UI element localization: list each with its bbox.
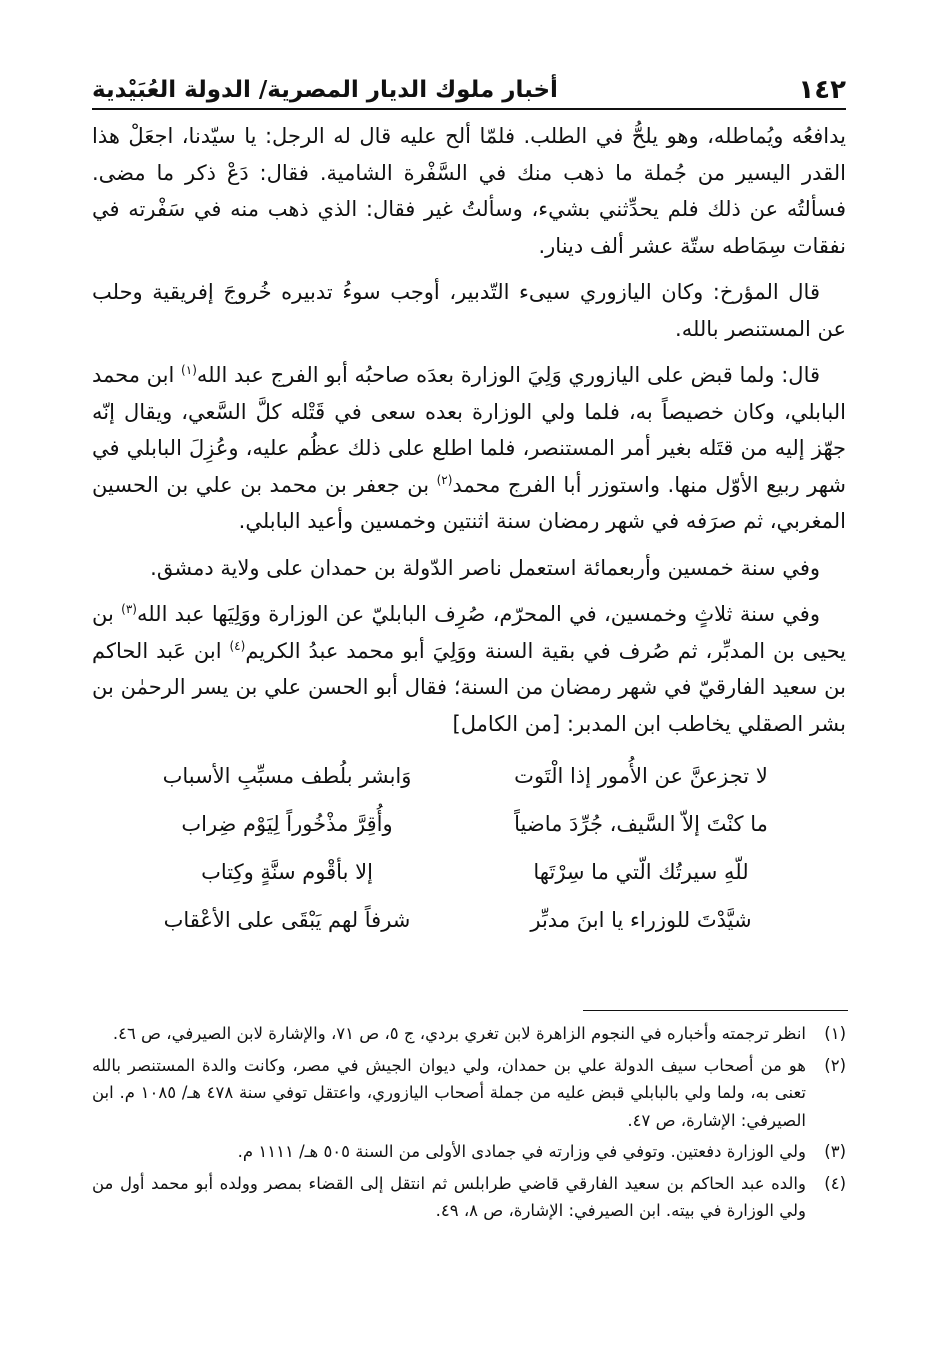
verse-second-half: وأُقِرَّ مذْخُوراً لِيَوْم ضِراب — [181, 811, 393, 836]
paragraph: قال المؤرخ: وكان اليازوري سيىء التّدبير، أوجب سوءُ تدبيره خُروجَ إفريقية وحلب عن المستنصر بالله. — [92, 280, 846, 341]
paragraph-text: بن جعفر بن محمد بن علي بن الحسين المغربي، ثم صرَفه في شهر رمضان سنة اثنتين وخمسين وأعيد البابلي. — [92, 472, 846, 533]
page-number: ١٤٢ — [798, 75, 846, 105]
footnote-text: والده عبد الحاكم بن سعيد الفارقي قاضي طرابلس ثم انتقل إلى القضاء بمصر وولده أبو محمد أول من ولي الوزارة في بيته. ابن الصيرفي: الإشارة، ص ٨، ٤٩. — [92, 1173, 806, 1220]
verse-first-half: للّهِ سيرتُك الّتي ما سِرْتَها — [533, 859, 749, 884]
footnote — [92, 1052, 846, 1135]
poem-verse — [92, 848, 846, 896]
page-header — [92, 64, 846, 110]
footnotes — [92, 1020, 846, 1229]
footnote — [92, 1138, 846, 1166]
footnote-number: (٣) — [824, 1142, 846, 1161]
verse-first-half: ما كنْتَ إلاّ السَّيف، جُرِّدَ ماضياً — [514, 811, 768, 836]
footnote-number: (١) — [824, 1024, 846, 1043]
main-text — [92, 118, 846, 944]
running-title: أخبار ملوك الديار المصرية/ الدولة العُبَيْدية — [92, 77, 558, 103]
paragraph — [92, 596, 846, 742]
paragraph-text: بن يحيى بن المدبِّر، ثم صُرف في بقية السنة ووَلِيَ أبو محمد عبدُ الكريم — [92, 602, 847, 663]
poem-verse — [92, 896, 846, 944]
verse-first-half: لا تجزعنَّ عن الأُمور إذا الْتَوت — [514, 763, 768, 788]
footnote-ref[interactable]: (٢) — [436, 472, 453, 487]
verse-second-half: وَابشر بلُطف مسبِّبِ الأسباب — [162, 763, 412, 788]
footnote — [92, 1170, 846, 1225]
poem-verse — [92, 800, 846, 848]
paragraph: وفي سنة خمسين وأربعمائة استعمل ناصر الدّولة بن حمدان على ولاية دمشق. — [150, 555, 820, 580]
paragraph-text: ابن محمد البابلي، وكان خصيصاً به، فلما ولي الوزارة بعده سعى في قَتْله كلَّ السَّعي، ويقال إنّه جهّز إليه من قتَله بغير أمر المستنصر، فلما اطلع على ذلك عظُم عليه، وعُزِلَ البابلي في شهر ربيع الأوّل منها. واستوزر أبا الفرج محمد — [92, 363, 846, 497]
verse-second-half: إلا بأقْوم سنَّةٍ وكِتاب — [201, 859, 373, 884]
footnote-text: ولي الوزارة دفعتين. وتوفي في وزارته في جمادى الأولى من السنة ٥٠٥ هـ/ ١١١١ م. — [237, 1142, 806, 1161]
footnote — [92, 1020, 846, 1048]
paragraph-text: ابن عَبد الحاكم بن سعيد الفارقيّ في شهر رمضان من السنة؛ فقال أبو الحسن علي بن يسر الرحمٰن بن بشر الصقلي يخاطب ابن المدبر: [من الكامل] — [92, 638, 846, 736]
footnote-number: (٢) — [824, 1055, 846, 1075]
verse-second-half: شرفاً لهم يَبْقَى على الأعْقاب — [163, 907, 411, 932]
footnote-text: هو من أصحاب سيف الدولة علي بن حمدان، ولي ديوان الجيش في مصر، وكانت والدة المستنصر بالله تعنى به، ولما ولي بالبابلي قبض عليه من جملة أصحاب اليازوري، واعتقل توفي سنة ٤٧٨ هـ/ ١٠٨٥ م. ابن الصيرفي: الإشارة، ص ٤٧. — [92, 1055, 806, 1130]
paragraph — [92, 357, 846, 540]
paragraph-text: وفي سنة ثلاثٍ وخمسين، في المحرّم، صُرِف البابليّ عن الوزارة ووَلِيَها عبد الله — [136, 602, 820, 626]
paragraph: يدافعُه ويُماطله، وهو يلحُّ في الطلب. فلمّا ألح عليه قال له الرجل: يا سيّدنا، اجعَلْ هذا القدر اليسير من جُملة ما ذهب منك في السَّفْرة الشامية. فقال: دَعْ ذكر ما مضى. فسألتُه عن ذلك فلم يحدِّثني بشيء، وسألتُ غير فقال: الذي ذهب منه في سَفْرته في نفقات سِمَاطه ستّة عشر ألف دينار. — [92, 124, 846, 258]
footnote-ref[interactable]: (٣) — [121, 602, 137, 616]
footnote-ref[interactable]: (١) — [181, 363, 197, 377]
footnote-number: (٤) — [824, 1173, 846, 1193]
poem — [92, 752, 846, 944]
footnote-text: انظر ترجمته وأخباره في النجوم الزاهرة لابن تغري بردي، ج ٥، ص ٧١، والإشارة لابن الصيرفي، ص ٤٦. — [112, 1024, 806, 1043]
poem-verse — [92, 752, 846, 800]
footnote-divider — [583, 1010, 848, 1011]
footnote-ref[interactable]: (٤) — [229, 638, 246, 653]
verse-first-half: شيَّدْتَ للوزراء يا ابنَ مدبِّر — [530, 907, 752, 932]
paragraph-text: قال: ولما قبض على اليازوري وَلِيَ الوزارة بعدَه صاحبُه أبو الفرج عبد الله — [196, 363, 821, 387]
